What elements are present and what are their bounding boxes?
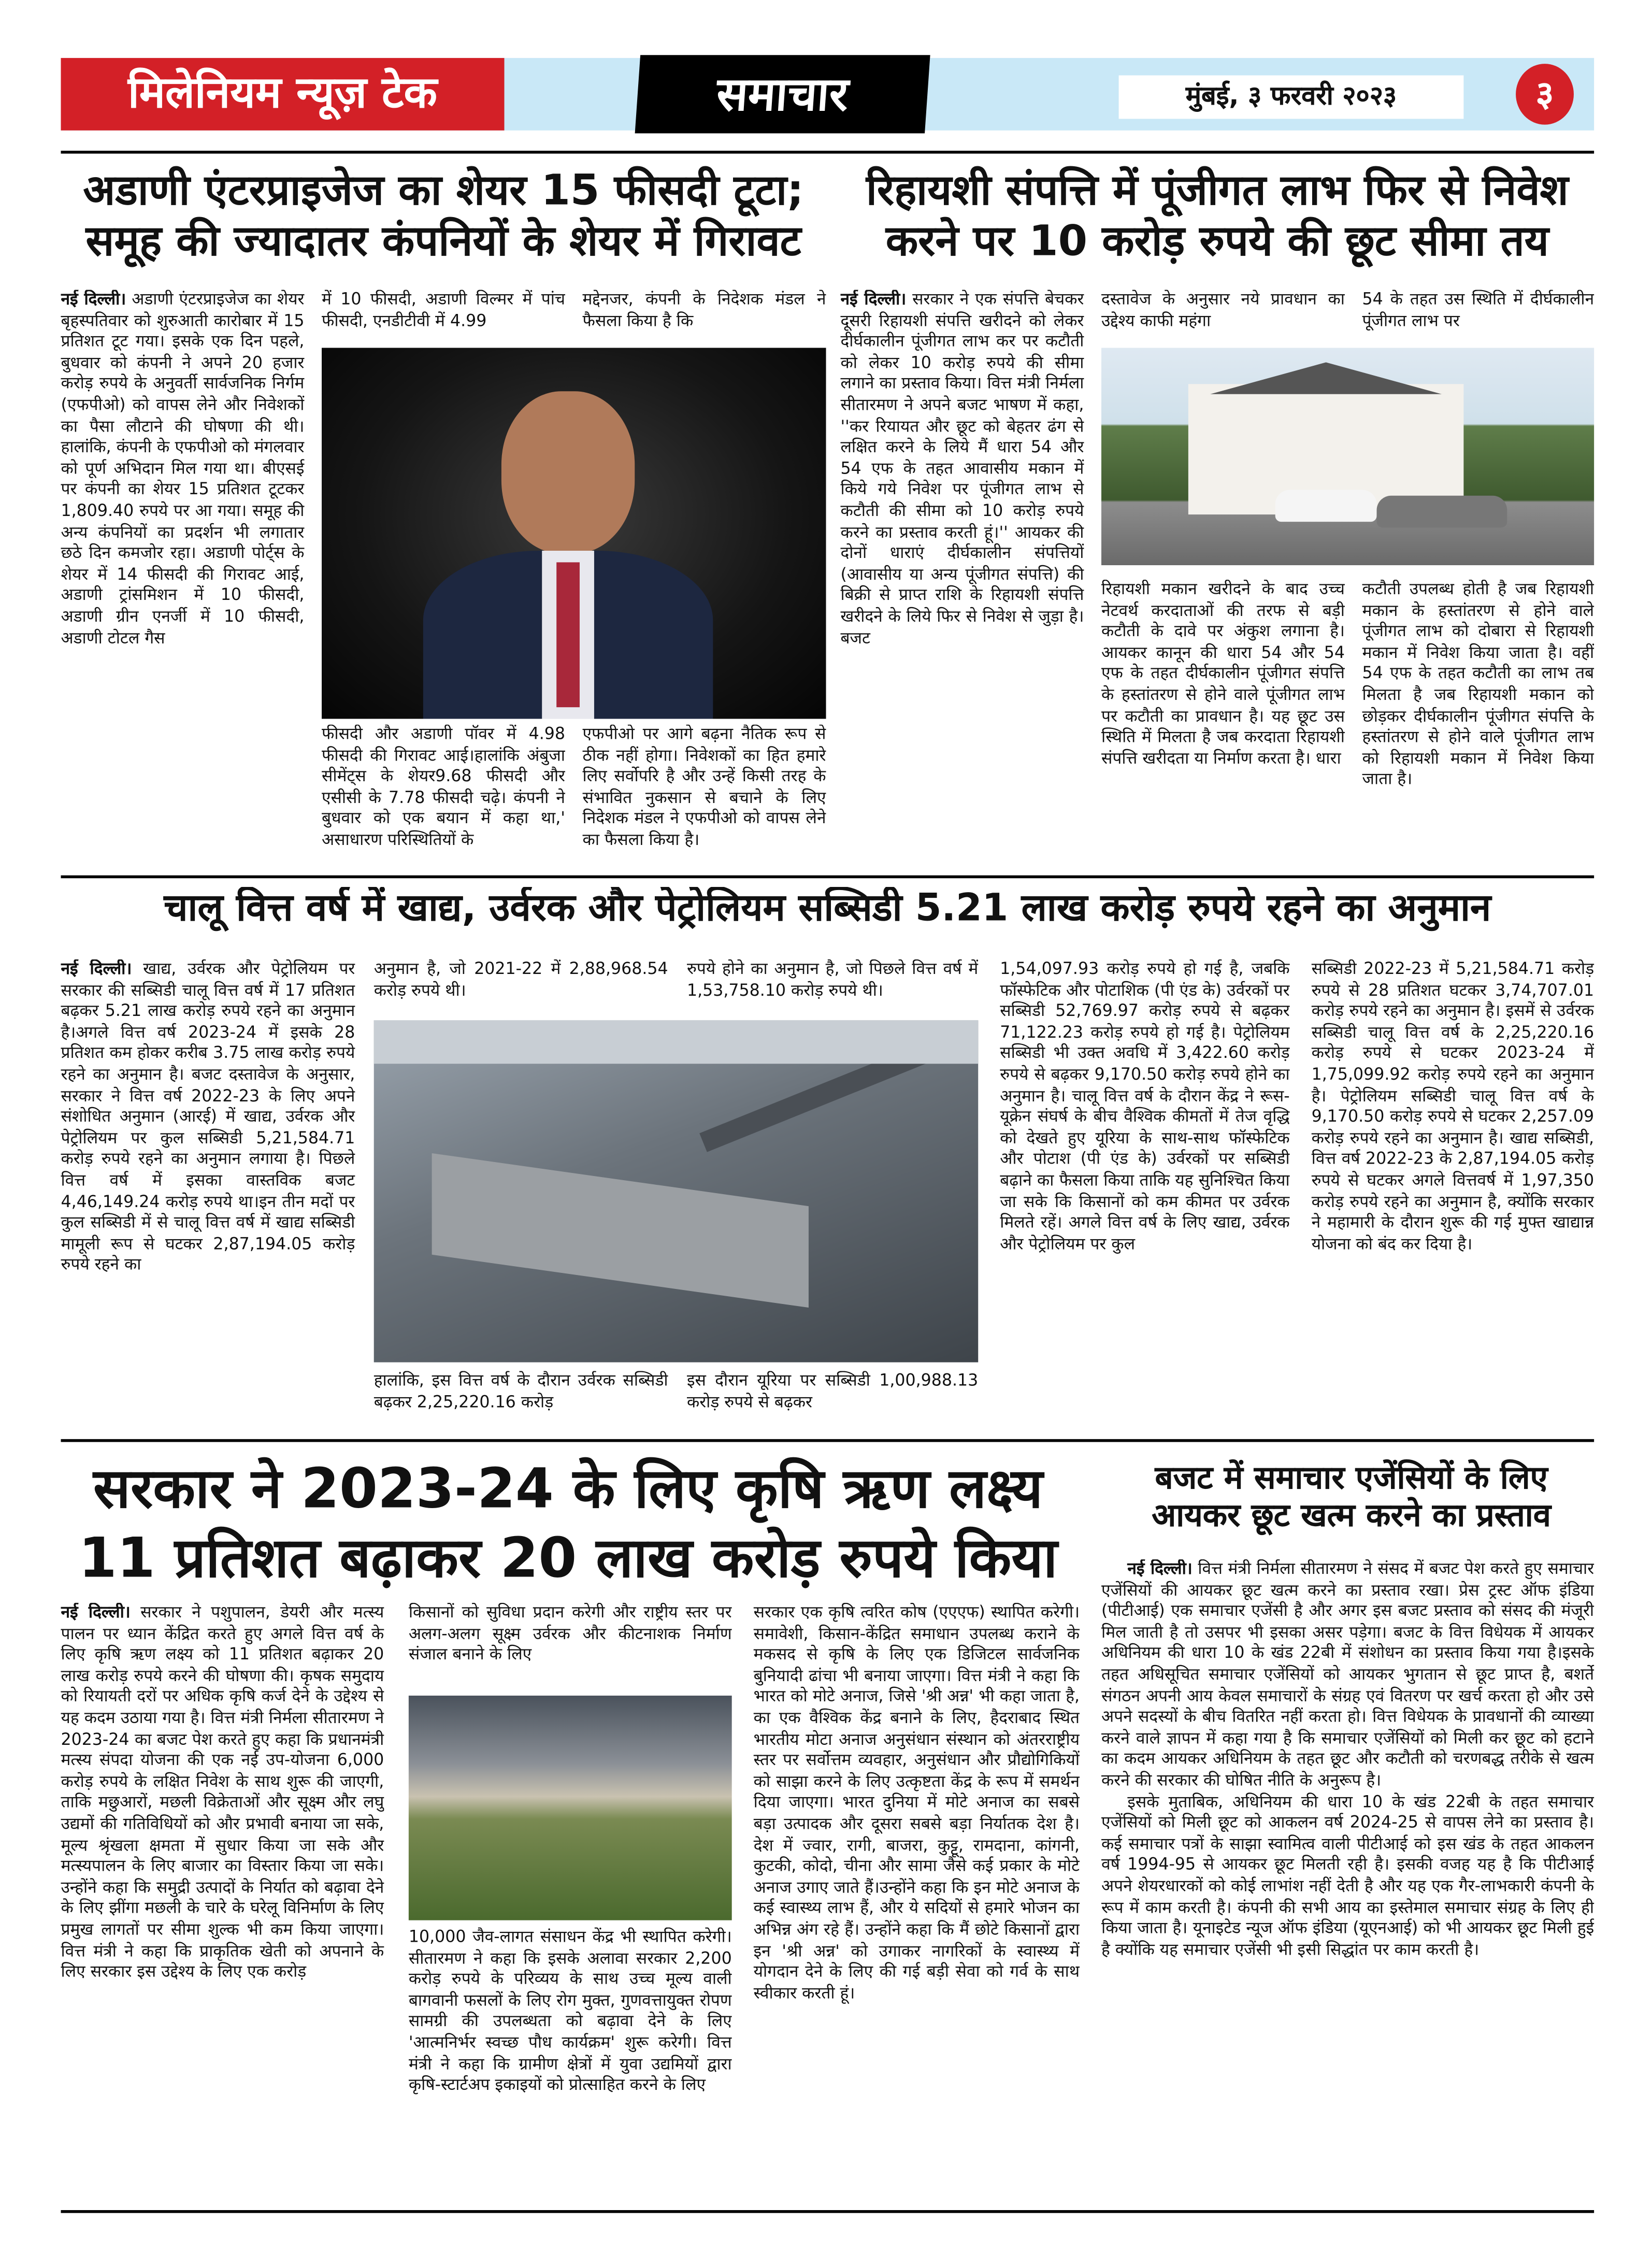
- article-subsidy-col2-top: अनुमान है, जो 2021-22 में 2,88,968.54 करोड़ रुपये थी।: [374, 959, 668, 1000]
- edition-date: मुंबई, ३ फरवरी २०२३: [1119, 75, 1464, 119]
- article-subsidy-col1: [61, 959, 355, 1435]
- article-agri-col1: [61, 1603, 384, 2203]
- photo-fertilizer-plant: [374, 1020, 979, 1362]
- body-text: अडाणी एंटरप्राइजेज का शेयर बृहस्पतिवार को शुरुआती कारोबार में 15 प्रतिशत टूट गया। इसके एक दिन पहले, बुधवार को कंपनी ने अपने 20 हजार करोड़ रुपये के अनुवर्ती सार्वजनिक निर्गम (एफपीओ) को वापस लेने और निवेशकों का पैसा लौटाने की घोषणा की थी। हालांकि, कंपनी के एफपीओ को मंगलवार को पूर्ण अभिदान मिल गया था। बीएसई पर कंपनी का शेयर 15 प्रतिशत टूटकर 1,809.40 रुपये पर आ गया। समूह की अन्य कंपनियों का प्रदर्शन भी लगातार छठे दिन कमजोर रहा। अडाणी पोर्ट्स के शेयर में 14 फीसदी की गिरावट आई, अडाणी ट्रांसमिशन में 10 फीसदी, अडाणी ग्रीन एनर्जी में 10 फीसदी, अडाणी टोटल गैस: [61, 290, 305, 648]
- photo-farmers-field: [409, 1696, 732, 1920]
- paragraph: इसके मुताबिक, अधिनियम की धारा 10 के खंड 22बी के तहत समाचार एजेंसियों को मिली छूट को आकलन वर्ष 2024-25 से वापस लेने का प्रस्ताव है। कई समाचार पत्रों के साझा स्वामित्व वाली पीटीआई को इस खंड के तहत आकलन वर्ष 1994-95 से आयकर छूट मिलती रही है। इसकी वजह यह है कि पीटीआई अपने शेयरधारकों को कोई लाभांश नहीं देती है और यह एक गैर-लाभकारी कंपनी के रूप में काम करती है। कंपनी की सभी आय का इस्तेमाल समाचार संग्रह के लिए ही किया जाता है। यूनाइटेड न्यूज ऑफ इंडिया (यूएनआई) को भी आयकर छूट मिली हुई है क्योंकि यह समाचार एजेंसी भी इसी सिद्धांत पर काम करती है।: [1101, 1792, 1594, 1959]
- divider: [61, 1439, 1594, 1442]
- body-text: खाद्य, उर्वरक और पेट्रोलियम पर सरकार की सब्सिडी चालू वित्त वर्ष में 17 प्रतिशत बढ़कर 5.21 लाख करोड़ रुपये रहने का अनुमान है।अगले वित्त वर्ष 2023-24 में इसके 28 प्रतिशत कम होकर करीब 3.75 लाख करोड़ रुपये रहने का अनुमान है। बजट दस्तावेज के अनुसार, सरकार ने वित्त वर्ष 2022-23 के लिए अपने संशोधित अनुमान (आरई) में खाद्य, उर्वरक और पेट्रोलियम पर कुल सब्सिडी 5,21,584.71 करोड़ रुपये रहने का अनुमान लगाया है। पिछले वित्त वर्ष में इसका वास्तविक बजट 4,46,149.24 करोड़ रुपये था।इन तीन मदों पर कुल सब्सिडी में से चालू वित्त वर्ष में खाद्य सब्सिडी मामूली रूप से घटकर 2,87,194.05 करोड़ रुपये रहने का: [61, 959, 355, 1274]
- body-text: सरकार ने पशुपालन, डेयरी और मत्स्य पालन पर ध्यान केंद्रित करते हुए अगले वित्त वर्ष के लिए कृषि ऋण लक्ष्य को 11 प्रतिशत बढ़ाकर 20 लाख करोड़ रुपये करने की घोषणा की। कृषक समुदाय को रियायती दरों पर अधिक कृषि कर्ज देने के उद्देश्य से यह कदम उठाया गया है। वित्त मंत्री निर्मला सीतारमण ने 2023-24 का बजट पेश करते हुए कहा कि प्रधानमंत्री मत्स्य संपदा योजना की एक नई उप-योजना 6,000 करोड़ रुपये के लक्षित निवेश के साथ शुरू की जाएगी, ताकि मछुआरों, मछली विक्रेताओं और सूक्ष्म और लघु उद्यमों की गतिविधियों को और प्रभावी बनाया जा सके, मूल्य श्रृंखला क्षमता में सुधार किया जा सके और मत्स्यपालन के लिए बाजार का विस्तार किया जा सके।उन्होंने कहा कि समुद्री उत्पादों के निर्यात को बढ़ावा देने के लिए झींगा मछली के चारे के घरेलू विनिर्माण के लिए प्रमुख लागतों पर सीमा शुल्क भी कम किया जाएगा। वित्त मंत्री ने कहा कि प्राकृतिक खेती को अपनाने के लिए सरकार इस उद्देश्य के लिए एक करोड़: [61, 1602, 384, 1982]
- divider: [61, 151, 1594, 154]
- body-text: सरकार ने एक संपत्ति बेचकर दूसरी रिहायशी संपत्ति खरीदने को लेकर दीर्घकालीन पूंजीगत लाभ कर पर कटौती को लेकर 10 करोड़ रुपये की सीमा लगाने का प्रस्ताव किया। वित्त मंत्री निर्मला सीतारमण ने अपने बजट भाषण में कहा, ''कर रियायत और छूट को बेहतर ढंग से लक्षित करने के लिये मैं धारा 54 और 54 एफ के तहत आवासीय मकान में किये गये निवेश पर पूंजीगत लाभ से कटौती की सीमा को 10 करोड़ रुपये करने का प्रस्ताव करती हूं।'' आयकर की दोनों धाराएं दीर्घकालीन संपत्तियों (आवासीय या अन्य पूंजीगत संपत्ति) की बिक्री से प्राप्त राशि के रिहायशी संपत्ति खरीदने के लिये फिर से निवेश से जुड़ा है। बजट: [840, 290, 1084, 648]
- article-agri-col3: सरकार एक कृषि त्वरित कोष (एएएफ) स्थापित करेगी।समावेशी, किसान-केंद्रित समाधान उपलब्ध कराने के मकसद से कृषि के लिए एक डिजिटल सार्वजनिक बुनियादी ढांचा भी बनाया जाएगा। वित्त मंत्री ने कहा कि भारत को मोटे अनाज, जिसे 'श्री अन्न' भी कहा जाता है, का एक वैश्विक केंद्र बनाने के लिए, हैदराबाद स्थित भारतीय मोटा अनाज अनुसंधान संस्थान को अंतरराष्ट्रीय स्तर पर सर्वोत्तम व्यवहार, अनुसंधान और प्रौद्योगिकियों को साझा करने के लिए उत्कृष्टता केंद्र के रूप में समर्थन दिया जाएगा। भारत दुनिया में मोटे अनाज का सबसे बड़ा उत्पादक और दूसरा सबसे बड़ा निर्यातक देश है। देश में ज्वार, रागी, बाजरा, कुट्टू, रामदाना, कांगनी, कुटकी, कोदो, चीना और सामा जैसे कई प्रकार के मोटे अनाज उगाए जाते हैं।उन्होंने कहा कि इन मोटे अनाज के कई स्वास्थ्य लाभ हैं, और ये सदियों से हमारे भोजन का अभिन्न अंग रहे हैं। उन्होंने कहा कि मैं छोटे किसानों द्वारा इन 'श्री अन्न' को उगाकर नागरिकों के स्वास्थ्य में योगदान देने के लिए की गई बड़ी सेवा को गर्व के साथ स्वीकार करती हूं।: [753, 1602, 1080, 2003]
- article-adani-col1: [61, 290, 304, 869]
- headline-subsidy: चालू वित्त वर्ष में खाद्य, उर्वरक और पेट्रोलियम सब्सिडी 5.21 लाख करोड़ रुपये रहने का अनुमान: [164, 887, 1491, 930]
- article-agri-col2-bottom: 10,000 जैव-लागत संसाधन केंद्र भी स्थापित करेगी। सीतारमण ने कहा कि इसके अलावा सरकार 2,200 करोड़ रुपये के परिव्यय के साथ उच्च मूल्य वाली बागवानी फसलों के लिए रोग मुक्त, गुणवत्तायुक्त रोपण सामग्री की उपलब्धता को बढ़ावा देने के लिए 'आत्मनिर्भर स्वच्छ पौध कार्यक्रम' शुरू करेगी। वित्त मंत्री ने कहा कि ग्रामीण क्षेत्रों में युवा उद्यमियों द्वारा कृषि-स्टार्टअप इकाइयों को प्रोत्साहित करने के लिए: [408, 1927, 732, 2095]
- article-subsidy-col4: 1,54,097.93 करोड़ रुपये हो गई है, जबकि फॉस्फेटिक और पोटाशिक (पी एंड के) उर्वरकों पर सब्सिडी 52,769.97 करोड़ रुपये से बढ़कर 71,122.23 करोड़ रुपये हो गई है। पेट्रोलियम सब्सिडी भी उक्त अवधि में 3,422.60 करोड़ रुपये से बढ़कर 9,170.50 करोड़ रुपये होने का अनुमान है। चालू वित्त वर्ष के दौरान केंद्र ने रूस-यूक्रेन संघर्ष के बीच वैश्विक कीमतों में तेज वृद्धि को देखते हुए यूरिया के साथ-साथ फॉस्फेटिक और पोटाश (पी एंड के) उर्वरकों पर सब्सिडी बढ़ाने का फैसला किया ताकि यह सुनिश्चित किया जा सके कि किसानों को कम कीमत पर उर्वरक मिलते रहें। अगले वित्त वर्ष के लिए खाद्य, उर्वरक और पेट्रोलियम पर कुल: [1000, 959, 1290, 1253]
- article-subsidy-col3-top: रुपये होने का अनुमान है, जो पिछले वित्त वर्ष में 1,53,758.10 करोड़ रुपये थी।: [686, 959, 979, 1000]
- article-subsidy-col3-bottom: इस दौरान यूरिया पर सब्सिडी 1,00,988.13 करोड़ रुपये से बढ़कर: [686, 1371, 979, 1411]
- divider: [61, 876, 1594, 879]
- body-text: वित्त मंत्री निर्मला सीतारमण ने संसद में बजट पेश करते हुए समाचार एजेंसियों की आयकर छूट खत्म करने का प्रस्ताव रखा। प्रेस ट्रस्ट ऑफ इंडिया (पीटीआई) एक समाचार एजेंसी है और अगर इस बजट प्रस्ताव को संसद की मंजूरी मिल जाती है तो उसपर भी इसका असर पड़ेगा। बजट के वित्त विधेयक में आयकर अधिनियम की धारा 10 के खंड 22बी में संशोधन का प्रस्ताव किया गया है।इसके तहत अधिसूचित समाचार एजेंसियों को आयकर भुगतान से छूट प्राप्त है, बशर्ते संगठन अपनी आय केवल समाचारों के संग्रह एवं वितरण पर खर्च करता हो और उसे अपने सदस्यों के बीच वितरित नहीं करता हो। वित्त विधेयक के प्रावधानों की व्याख्या करने वाले ज्ञापन में कहा गया है कि समाचार एजेंसियों को मिली कर छूट को हटाने का कदम आयकर अधिनियम के तहत छूट और कटौती को चरणबद्ध तरीके से खत्म करने की सरकार की घोषित नीति के अनुरूप है।: [1101, 1559, 1594, 1790]
- article-capital-gains-col2-bottom: रिहायशी मकान खरीदने के बाद उच्च नेटवर्थ करदाताओं की तरफ से बड़ी कटौती के दावे पर अंकुश लगाना है। आयकर कानून की धारा 54 और 54 एफ के तहत दीर्घकालीन पूंजीगत संपत्ति के हस्तांतरण से होने वाले पूंजीगत लाभ पर कटौती का प्रावधान है। यह छूट उस स्थिति में मिलता है जब करदाता रिहायशी संपत्ति खरीदता या निर्माण करता है। धारा: [1101, 579, 1345, 768]
- dateline: नई दिल्ली।: [1127, 1559, 1193, 1579]
- photo-gautam-adani: [322, 348, 826, 719]
- headline-agri-credit: सरकार ने 2023-24 के लिए कृषि ऋण लक्ष्य 11 प्रतिशत बढ़ाकर 20 लाख करोड़ रुपये किया: [78, 1456, 1058, 1589]
- article-capital-gains-col2-top: दस्तावेज के अनुसार नये प्रावधान का उद्देश्य काफी महंगा: [1101, 290, 1345, 330]
- dateline: नई दिल्ली।: [61, 290, 126, 309]
- article-subsidy-col5: सब्सिडी 2022-23 में 5,21,584.71 करोड़ रुपये से 28 प्रतिशत घटकर 3,74,707.01 करोड़ रुपये रहने का अनुमान है। इसमें से उर्वरक सब्सिडी चालू वित्त वर्ष के 2,25,220.16 करोड़ रुपये से घटकर 2023-24 में 1,75,099.92 करोड़ रुपये रहने का अनुमान है। पेट्रोलियम सब्सिडी चालू वित्त वर्ष के 9,170.50 करोड़ रुपये से घटकर 2,257.09 करोड़ रुपये रहने का अनुमान है। खाद्य सब्सिडी, वित्त वर्ष 2022-23 के 2,87,194.05 करोड़ रुपये से घटकर अगले वित्तवर्ष में 1,97,350 करोड़ रुपये रहने का अनुमान है, क्योंकि सरकार ने महामारी के दौरान शुरू की गई मुफ्त खाद्यान्न योजना को बंद कर दिया है।: [1311, 959, 1594, 1253]
- article-subsidy-col2-bottom: हालांकि, इस वित्त वर्ष के दौरान उर्वरक सब्सिडी बढ़कर 2,25,220.16 करोड़: [374, 1371, 668, 1411]
- article-adani-col2-top: में 10 फीसदी, अडाणी विल्मर में पांच फीसदी, एनडीटीवी में 4.99: [322, 290, 565, 330]
- section-title: समाचार: [635, 55, 930, 133]
- article-adani-col3-bottom: एफपीओ पर आगे बढ़ना नैतिक रूप से ठीक नहीं होगा। निवेशकों का हित हमारे लिए सर्वोपरि है और उन्हें किसी तरह के संभावित नुकसान से बचाने के लिए निदेशक मंडल ने एफपीओ को वापस लेने का फैसला किया है।: [582, 724, 826, 850]
- masthead-name: मिलेनियम न्यूज़ टेक: [61, 58, 504, 131]
- article-adani-col2-bottom: फीसदी और अडाणी पॉवर में 4.98 फीसदी की गिरावट आई।हालांकि अंबुजा सीमेंट्स के शेयर9.68 फीसदी और एसीसी के 7.78 फीसदी चढ़े। कंपनी ने बुधवार को एक बयान में कहा था,' असाधारण परिस्थितियों के: [322, 724, 565, 850]
- headline-capital-gains: रिहायशी संपत्ति में पूंजीगत लाभ फिर से निवेश करने पर 10 करोड़ रुपये की छूट सीमा तय: [866, 165, 1569, 265]
- article-news-agency-body: [1101, 1559, 1594, 2203]
- photo-house: [1101, 348, 1594, 565]
- dateline: नई दिल्ली।: [61, 1602, 131, 1622]
- article-capital-gains-col3-top: 54 के तहत उस स्थिति में दीर्घकालीन पूंजीगत लाभ पर: [1362, 290, 1594, 330]
- dateline: नई दिल्ली।: [840, 290, 907, 309]
- article-agri-col2-top: किसानों को सुविधा प्रदान करेगी और राष्ट्रीय स्तर पर अलग-अलग सूक्ष्म उर्वरक और कीटनाशक निर्माण संजाल बनाने के लिए: [408, 1602, 732, 1664]
- dateline: नई दिल्ली।: [61, 959, 132, 979]
- article-capital-gains-col1: [840, 290, 1084, 869]
- divider: [61, 2210, 1594, 2213]
- headline-news-agency-tax: बजट में समाचार एजेंसियों के लिए आयकर छूट खत्म करने का प्रस्ताव: [1152, 1460, 1551, 1536]
- article-adani-col3-top: मद्देनजर, कंपनी के निदेशक मंडल ने फैसला किया है कि: [582, 290, 826, 330]
- headline-adani: अडाणी एंटरप्राइजेज का शेयर 15 फीसदी टूटा; समूह की ज्यादातर कंपनियों के शेयर में गिरावट: [83, 165, 804, 265]
- page-number: ३: [1516, 64, 1574, 124]
- paragraph: [1101, 1559, 1594, 1792]
- article-capital-gains-col3-bottom: कटौती उपलब्ध होती है जब रिहायशी मकान के हस्तांतरण से होने वाले पूंजीगत लाभ को दोबारा से रिहायशी मकान में निवेश किया जाता है। वहीं 54 एफ के तहत कटौती का लाभ तब मिलता है जब रिहायशी मकान को छोड़कर दीर्घकालीन पूंजीगत संपत्ति के हस्तांतरण से होने वाले पूंजीगत लाभ को रिहायशी मकान में निवेश किया जाता है।: [1362, 579, 1594, 789]
